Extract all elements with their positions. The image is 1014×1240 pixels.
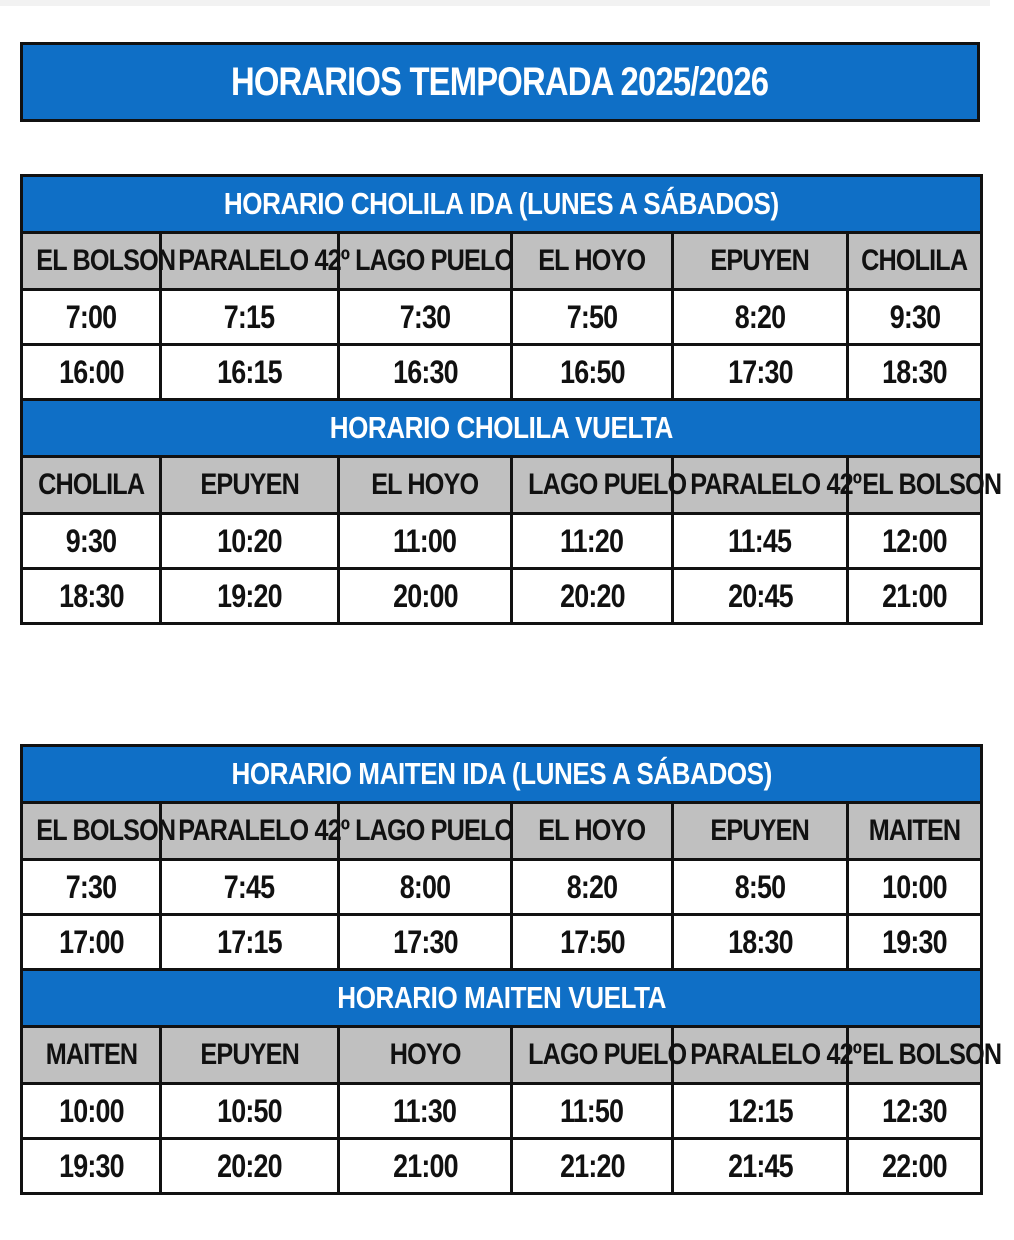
column-header: EL HOYO <box>512 233 673 290</box>
table-row <box>22 290 982 345</box>
time-cell: 8:00 <box>339 860 512 915</box>
time-cell: 18:30 <box>22 569 161 624</box>
table-row <box>22 860 982 915</box>
time-cell: 21:45 <box>673 1139 848 1194</box>
section-header-cholila-vuelta <box>22 400 982 457</box>
time-cell: 10:00 <box>22 1084 161 1139</box>
time-cell: 9:30 <box>848 290 982 345</box>
time-cell: 12:15 <box>673 1084 848 1139</box>
column-header: EL BOLSON <box>848 1027 982 1084</box>
column-header: EPUYEN <box>673 233 848 290</box>
column-header: EPUYEN <box>161 457 339 514</box>
column-header: EL HOYO <box>339 457 512 514</box>
column-header: EL BOLSON <box>22 803 161 860</box>
time-cell: 18:30 <box>673 915 848 970</box>
table-row <box>22 569 982 624</box>
time-cell: 7:50 <box>512 290 673 345</box>
time-cell: 19:20 <box>161 569 339 624</box>
time-cell: 11:45 <box>673 514 848 569</box>
time-cell: 7:00 <box>22 290 161 345</box>
time-cell: 11:30 <box>339 1084 512 1139</box>
time-cell: 16:00 <box>22 345 161 400</box>
time-cell: 12:00 <box>848 514 982 569</box>
time-cell: 17:30 <box>673 345 848 400</box>
section-title: HORARIO MAITEN VUELTA <box>337 980 666 1015</box>
table-row <box>22 1084 982 1139</box>
time-cell: 17:15 <box>161 915 339 970</box>
column-header: MAITEN <box>848 803 982 860</box>
time-cell: 7:45 <box>161 860 339 915</box>
column-header: LAGO PUELO <box>512 457 673 514</box>
table-row <box>22 345 982 400</box>
section-header-cholila-ida <box>22 176 982 233</box>
time-cell: 21:00 <box>339 1139 512 1194</box>
column-header: EL BOLSON <box>22 233 161 290</box>
section-header-maiten-vuelta <box>22 970 982 1027</box>
column-header: LAGO PUELO <box>512 1027 673 1084</box>
table-row <box>22 514 982 569</box>
section-title: HORARIO CHOLILA VUELTA <box>329 410 674 445</box>
time-cell: 10:20 <box>161 514 339 569</box>
time-cell: 20:20 <box>512 569 673 624</box>
time-cell: 12:30 <box>848 1084 982 1139</box>
time-cell: 21:00 <box>848 569 982 624</box>
time-cell: 10:00 <box>848 860 982 915</box>
table-row <box>22 915 982 970</box>
time-cell: 17:00 <box>22 915 161 970</box>
column-header-row <box>22 457 982 514</box>
column-header: PARALELO 42º <box>673 457 848 514</box>
column-header: LAGO PUELO <box>339 233 512 290</box>
page-title <box>20 42 980 122</box>
column-header: CHOLILA <box>848 233 982 290</box>
table-row <box>22 1139 982 1194</box>
time-cell: 21:20 <box>512 1139 673 1194</box>
time-cell: 20:00 <box>339 569 512 624</box>
time-cell: 7:30 <box>22 860 161 915</box>
time-cell: 8:20 <box>512 860 673 915</box>
time-cell: 18:30 <box>848 345 982 400</box>
time-cell: 8:20 <box>673 290 848 345</box>
column-header: LAGO PUELO <box>339 803 512 860</box>
time-cell: 17:50 <box>512 915 673 970</box>
section-header-maiten-ida <box>22 746 982 803</box>
column-header: MAITEN <box>22 1027 161 1084</box>
page-title-text: HORARIOS TEMPORADA 2025/2026 <box>231 59 769 104</box>
cholila-schedule-table <box>20 174 1002 625</box>
time-cell: 20:20 <box>161 1139 339 1194</box>
time-cell: 7:15 <box>161 290 339 345</box>
column-header: PARALELO 42º <box>161 233 339 290</box>
time-cell: 11:50 <box>512 1084 673 1139</box>
time-cell: 22:00 <box>848 1139 982 1194</box>
column-header: EPUYEN <box>161 1027 339 1084</box>
time-cell: 19:30 <box>848 915 982 970</box>
time-cell: 8:50 <box>673 860 848 915</box>
time-cell: 9:30 <box>22 514 161 569</box>
maiten-schedule-table <box>20 744 1002 1195</box>
time-cell: 19:30 <box>22 1139 161 1194</box>
time-cell: 20:45 <box>673 569 848 624</box>
time-cell: 16:30 <box>339 345 512 400</box>
top-divider <box>0 0 990 6</box>
time-cell: 16:50 <box>512 345 673 400</box>
section-title: HORARIO CHOLILA IDA (LUNES A SÁBADOS) <box>224 186 779 221</box>
section-title: HORARIO MAITEN IDA (LUNES A SÁBADOS) <box>231 756 772 791</box>
column-header-row <box>22 803 982 860</box>
time-cell: 7:30 <box>339 290 512 345</box>
column-header: EL BOLSON <box>848 457 982 514</box>
time-cell: 11:00 <box>339 514 512 569</box>
column-header-row <box>22 1027 982 1084</box>
time-cell: 17:30 <box>339 915 512 970</box>
column-header: EPUYEN <box>673 803 848 860</box>
column-header: PARALELO 42º <box>161 803 339 860</box>
time-cell: 11:20 <box>512 514 673 569</box>
column-header-row <box>22 233 982 290</box>
column-header: HOYO <box>339 1027 512 1084</box>
column-header: EL HOYO <box>512 803 673 860</box>
time-cell: 16:15 <box>161 345 339 400</box>
column-header: CHOLILA <box>22 457 161 514</box>
time-cell: 10:50 <box>161 1084 339 1139</box>
column-header: PARALELO 42º <box>673 1027 848 1084</box>
